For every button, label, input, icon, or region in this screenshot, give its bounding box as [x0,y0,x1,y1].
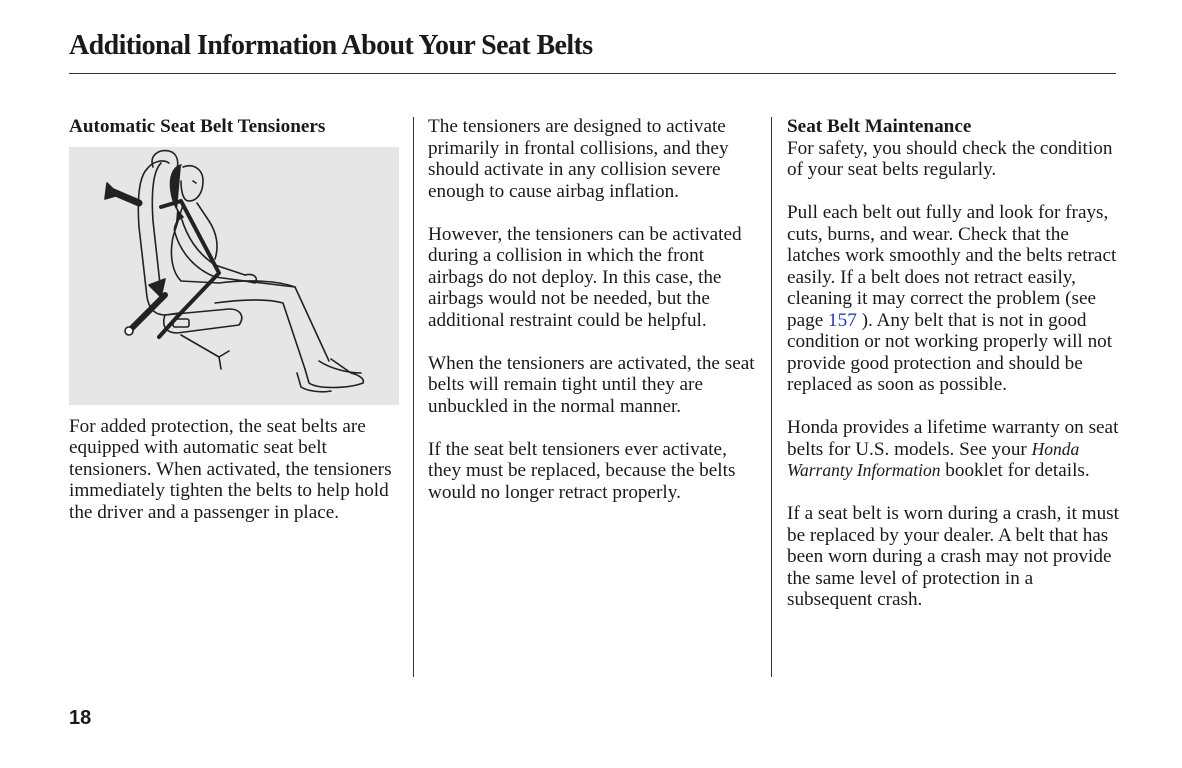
column-right [787,116,1122,632]
column-divider-1 [413,117,414,677]
page-157-link[interactable]: 157 [828,309,857,331]
tensioners-description: For added protection, the seat belts are equipped with automatic seat belt tensioners. When activated, the tensioners immediately tighten the belts to help hold the driver and a passenger in place. [69,415,392,523]
seat-belt-illustration [69,147,399,405]
seated-person-with-seat-belt-icon [69,147,399,405]
title-divider [69,73,1116,74]
column-divider-2 [771,117,772,677]
column-middle [428,116,763,525]
page-title: Additional Information About Your Seat Belts [69,30,593,61]
tensioners-replace-paragraph: If the seat belt tensioners ever activate, they must be replaced, because the belts would no longer retract properly. [428,438,736,503]
page-number: 18 [69,707,92,729]
tensioners-no-airbag-paragraph: However, the tensioners can be activated during a collision in which the front airbags do not deploy. In this case, the airbags would not be needed, but the additional restraint could be helpful. [428,223,742,331]
maintenance-intro: For safety, you should check the condition of your seat belts regularly. [787,137,1113,180]
section-heading-tensioners: Automatic Seat Belt Tensioners [69,116,326,137]
warranty-paragraph: Honda provides a lifetime warranty on seat belts for U.S. models. See your Honda Warranty Information booklet for details. [787,417,1119,481]
tensioners-tight-paragraph: When the tensioners are activated, the seat belts will remain tight until they are unbuckled in the normal manner. [428,352,755,417]
column-left [69,116,399,545]
maintenance-inspection-paragraph: Pull each belt out fully and look for frays, cuts, burns, and wear. Check that the latches work smoothly and the belts retract easily. If a belt does not retract easily, cleaning it may correct the problem (see page 157 ). Any belt that is not in good condition or not working properly will not provide good protection and should be replaced as soon as possible. [787,202,1117,395]
tensioners-activation-paragraph: The tensioners are designed to activate primarily in frontal collisions, and they should activate in any collision severe enough to cause airbag inflation. [428,116,729,202]
crash-replacement-paragraph: If a seat belt is worn during a crash, it must be replaced by your dealer. A belt that has been worn during a crash may not provide the same level of protection in a subsequent crash. [787,503,1119,610]
warranty-booklet-title: Honda Warranty Information [787,438,1080,480]
section-heading-maintenance: Seat Belt Maintenance [787,116,972,137]
